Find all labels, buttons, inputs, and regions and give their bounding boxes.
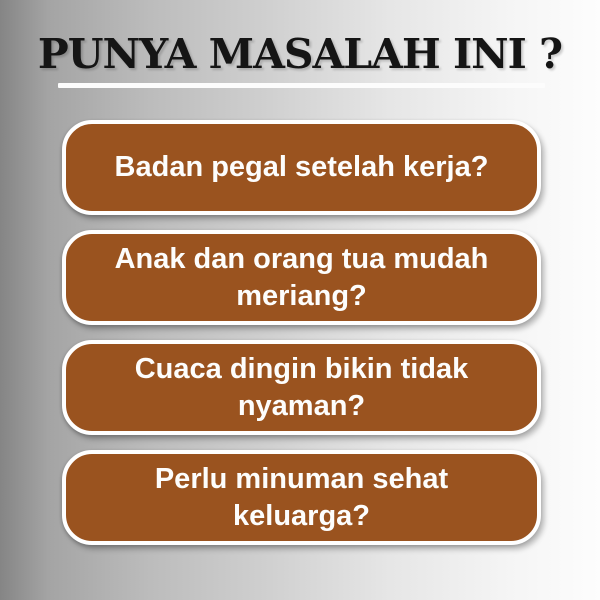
question-button-minuman-sehat[interactable]: Perlu minuman sehat keluarga? (62, 450, 541, 545)
question-list (62, 120, 541, 545)
question-button-mudah-meriang[interactable]: Anak dan orang tua mudah meriang? (62, 230, 541, 325)
page-title: PUNYA MASALAH INI ? (37, 30, 563, 78)
question-button-cuaca-dingin[interactable]: Cuaca dingin bikin tidak nyaman? (62, 340, 541, 435)
question-button-badan-pegal[interactable]: Badan pegal setelah kerja? (62, 120, 541, 215)
title-underline-divider (58, 83, 545, 88)
